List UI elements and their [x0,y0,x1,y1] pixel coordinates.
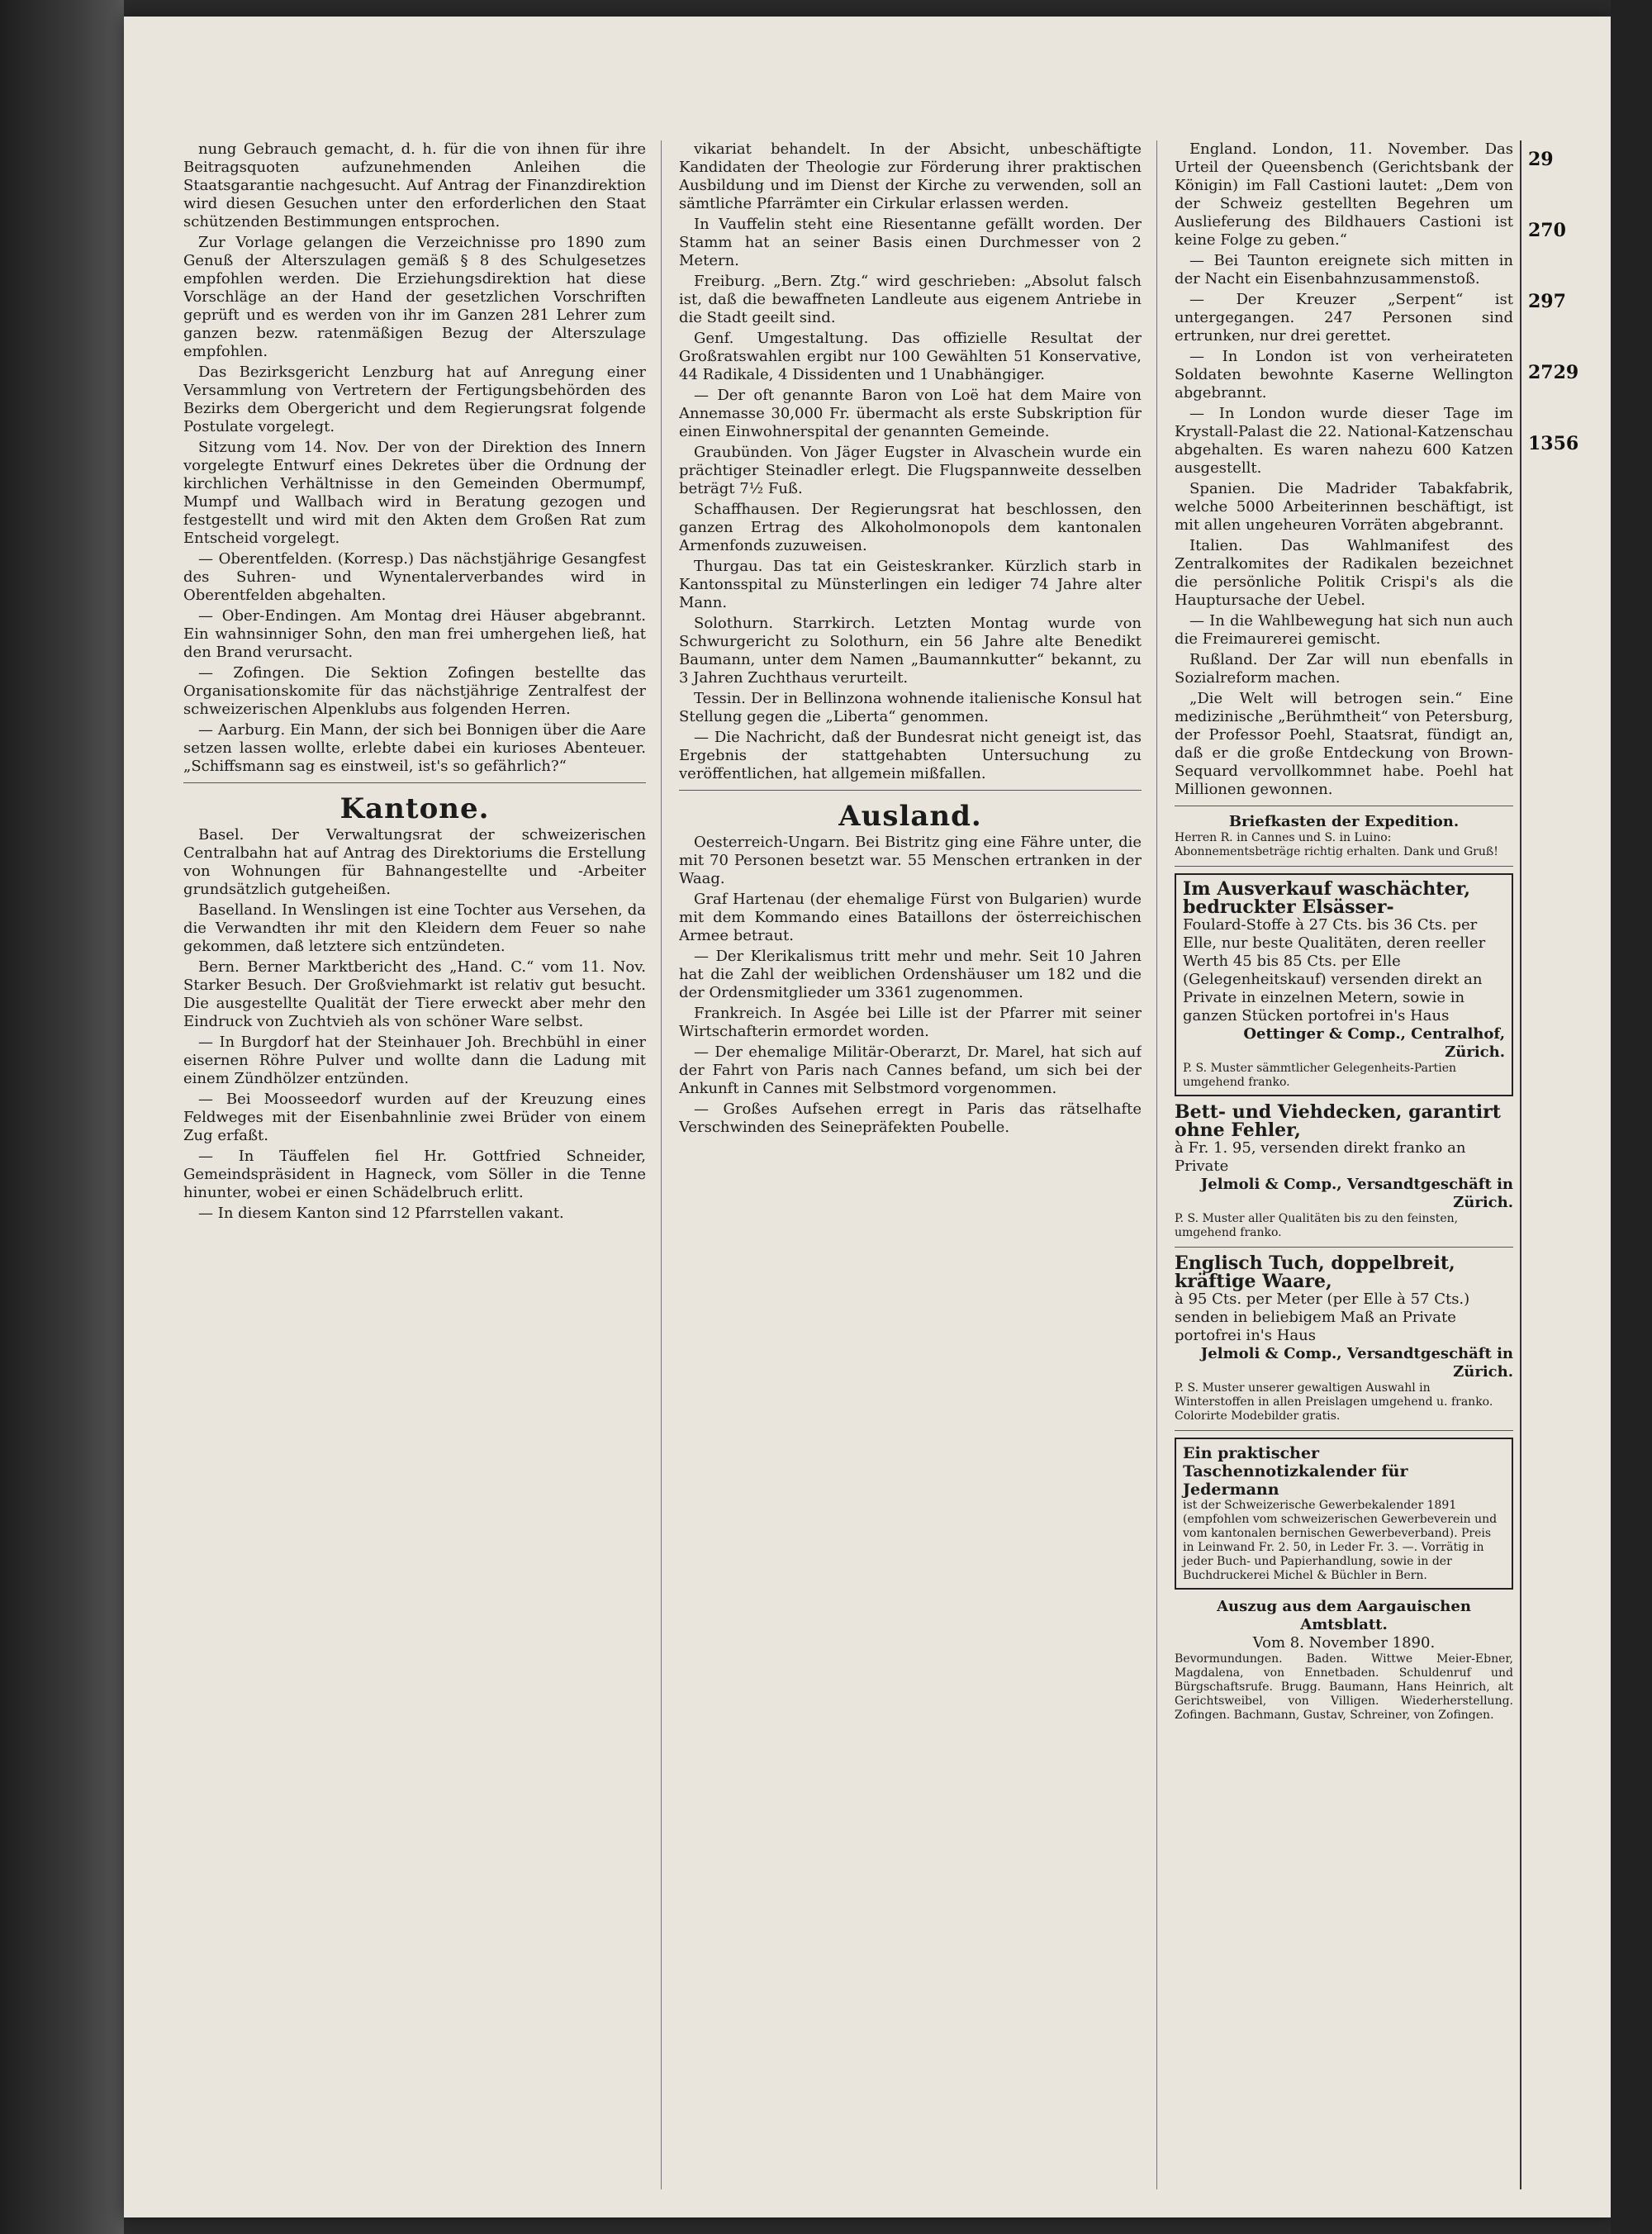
paragraph: vikariat behandelt. In der Absicht, unbeschäftigte Kandidaten der Theologie zur Förderung ihrer praktischen Ausbildung und im Dienst der Kirche zu verwenden, soll an sämtliche Pfarrämter ein Cirkular erlassen werden. [679,140,1142,212]
ad-ps: P. S. Muster aller Qualitäten bis zu den feinsten, umgehend franko. [1175,1212,1459,1239]
column-2 [679,140,1142,2206]
divider [1175,1247,1513,1248]
paragraph: Freiburg. „Bern. Ztg.“ wird geschrieben: „Absolut falsch ist, daß die bewaffneten Landleute aus eigenem Antriebe in die Stadt geeilt sind. [679,273,1142,326]
advertisement [1175,1438,1513,1590]
paragraph: Schaffhausen. Der Regierungsrat hat beschlossen, den ganzen Ertrag des Alkoholmonopols dem kantonalen Armenfonds zuzuweisen. [679,501,1142,554]
ad-title: Bett- und Viehdecken, garantirt ohne Fehler, [1175,1101,1501,1141]
amtsblatt-text: Bevormundungen. Baden. Wittwe Meier-Ebner, Magdalena, von Ennetbaden. Schuldenruf und Bürgschaftsrufe. Brugg. Baumann, Hans Heinrich, alt Gerichtsweibel, von Villigen. Wiederherstellung. Zofingen. Bachmann, Gustav, Schreiner, von Zofingen. [1175,1652,1513,1722]
paragraph: — Ober-Endingen. Am Montag drei Häuser abgebrannt. Ein wahnsinniger Sohn, den man frei umhergehen ließ, hat den Brand verursacht. [183,607,646,661]
paragraph: Das Bezirksgericht Lenzburg hat auf Anregung einer Versammlung von Vertretern der Fertigungsbehörden des Bezirks dem Obergericht und dem Regierungsrat folgende Postulate vorgelegt. [183,364,646,435]
edge-number: 1356 [1528,433,1579,454]
paragraph: Baselland. In Wenslingen ist eine Tochter aus Versehen, da die Verwandten ihr mit den Kleidern dem Feuer so nahe gekommen, daß letztere sich entzündeten. [183,901,646,955]
briefkasten-title: Briefkasten der Expedition. [1228,813,1460,830]
ad-title: Im Ausverkauf waschächter, bedruckter Elsässer- [1183,878,1471,918]
ad-body: ist der Schweizerische Gewerbekalender 1891 (empfohlen vom schweizerischen Gewerbeverein und vom kantonalen bernischen Gewerbeverband). Preis in Leinwand Fr. 2. 50, in Leder Fr. 3. —. Vorrätig in jeder Buch- und Papierhandlung, sowie in der Buchdruckerei Michel & Büchler in Bern. [1183,1499,1498,1582]
paragraph: — Aarburg. Ein Mann, der sich bei Bonnigen über die Aare setzen lassen wollte, erlebte dabei ein kurioses Abenteuer. „Schiffsmann sag es einstweil, ist's so gefährlich?“ [183,721,646,775]
paragraph: Frankreich. In Asgée bei Lille ist der Pfarrer mit seiner Wirtschafterin ermordet worden. [679,1005,1142,1040]
paragraph: Genf. Umgestaltung. Das offizielle Resultat der Großratswahlen ergibt nur 100 Gewählten 51 Konservative, 44 Radikale, 4 Dissidenten und 1 Unabhängiger. [679,330,1142,383]
edge-number: 297 [1528,291,1566,312]
column-3 [1175,140,1513,2206]
paragraph: Bern. Berner Marktbericht des „Hand. C.“ vom 11. Nov. Starker Besuch. Der Großviehmarkt ist relativ gut besucht. Die ausgestellte Qualität der Tiere erweckt aber mehr den Eindruck von Zuchtvieh als von schöner Ware selbst. [183,958,646,1030]
paragraph: Oesterreich-Ungarn. Bei Bistritz ging eine Fähre unter, die mit 70 Personen besetzt war. 55 Menschen ertranken in der Waag. [679,834,1142,887]
paragraph: — Bei Moosseedorf wurden auf der Kreuzung eines Feldweges mit der Eisenbahnlinie zwei Brüder von einem Zug erfaßt. [183,1091,646,1144]
paragraph: — Bei Taunton ereignete sich mitten in der Nacht ein Eisenbahnzusammenstoß. [1175,252,1513,288]
ad-firm: Oettinger & Comp., Centralhof, Zürich. [1243,1025,1505,1061]
paragraph: — In Burgdorf hat der Steinhauer Joh. Brechbühl in einer eisernen Röhre Pulver und wollte dann die Ladung mit einem Zündhölzer entzünden. [183,1034,646,1087]
paragraph: — In Täuffelen fiel Hr. Gottfried Schneider, Gemeindspräsident in Hagneck, vom Söller in die Tenne hinunter, wobei er einen Schädelbruch erlitt. [183,1148,646,1201]
facing-page-fragment [1528,149,1609,2156]
ad-ps: P. S. Muster unserer gewaltigen Auswahl in Winterstoffen in allen Preislagen umgehend u. franko. Colorirte Modebilder gratis. [1175,1381,1493,1423]
paragraph: Sitzung vom 14. Nov. Der von der Direktion des Innern vorgelegte Entwurf eines Dekretes über die Ordnung der kirchlichen Verhältnisse in den Gemeinden Obermumpf, Mumpf und Wallbach wird in Beratung gezogen und festgestellt und wird mit den Akten dem Großen Rat zum Entscheid vorgelegt. [183,439,646,547]
paragraph: Tessin. Der in Bellinzona wohnende italienische Konsul hat Stellung gegen die „Liberta“ genommen. [679,690,1142,725]
paragraph: Italien. Das Wahlmanifest des Zentralkomites der Radikalen bezeichnet die persönliche Politik Crispi's als die Hauptursache der Uebel. [1175,537,1513,609]
advertisement [1175,1103,1513,1240]
paragraph: Spanien. Die Madrider Tabakfabrik, welche 5000 Arbeiterinnen beschäftigt, ist mit allen ungeheuren Vorräten abgebrannt. [1175,480,1513,534]
paragraph: „Die Welt will betrogen sein.“ Eine medizinische „Berühmtheit“ von Petersburg, der Professor Poehl, Staatsrat, fündigt an, daß er die große Entdeckung von Brown-Sequard vervollkommnet habe. Poehl hat Millionen gewonnen. [1175,690,1513,798]
facing-page-gutter [1520,140,1521,2189]
paragraph: — Die Nachricht, daß der Bundesrat nicht geneigt ist, das Ergebnis der stattgehabten Untersuchung zu veröffentlichen, hat allgemein mißfallen. [679,729,1142,782]
amtsblatt-date: Vom 8. November 1890. [1252,1634,1436,1652]
paragraph: — Zofingen. Die Sektion Zofingen bestellte das Organisationskomite für das nächstjährige Zentralfest der schweizerischen Alpenklubs aus folgenden Herren. [183,664,646,718]
advertisement [1175,873,1513,1096]
edge-number: 29 [1528,149,1554,170]
divider [1175,866,1513,867]
paragraph: England. London, 11. November. Das Urteil der Queensbench (Gerichtsbank der Königin) im Fall Castioni lautet: „Dem von der Schweiz gestellten Begehren um Auslieferung des Bildhauers Castioni ist keine Folge zu geben.“ [1175,140,1513,249]
divider [183,782,646,783]
scan-binding-edge [0,0,124,2234]
newspaper-page [124,17,1611,2217]
paragraph: — Oberentfelden. (Korresp.) Das nächstjährige Gesangfest des Suhren- und Wynentalerverbandes wird in Oberentfelden abgehalten. [183,550,646,604]
paragraph: Solothurn. Starrkirch. Letzten Montag wurde von Schwurgericht zu Solothurn, ein 56 Jahre alte Benedikt Baumann, unter dem Namen „Baumannkutter“ bekannt, zu 3 Jahren Zuchthaus verurteilt. [679,615,1142,687]
ad-body: à Fr. 1. 95, versenden direkt franko an Private [1175,1139,1466,1175]
briefkasten-text: Herren R. in Cannes und S. in Luino: Abonnementsbeträge richtig erhalten. Dank und Gruß! [1175,831,1498,858]
ad-title: Ein praktischer Taschennotizkalender für Jedermann [1183,1444,1408,1499]
paragraph: Graf Hartenau (der ehemalige Fürst von Bulgarien) wurde mit dem Kommando eines Bataillons der österreichischen Armee betraut. [679,891,1142,944]
paragraph: Graubünden. Von Jäger Eugster in Alvaschein wurde ein prächtiger Steinadler erlegt. Die Flugspannweite desselben beträgt 7½ Fuß. [679,444,1142,497]
paragraph: — Der oft genannte Baron von Loë hat dem Maire von Annemasse 30,000 Fr. übermacht als erste Subskription für einen Einwohnerspital der genannten Gemeinde. [679,387,1142,440]
paragraph: — In die Wahlbewegung hat sich nun auch die Freimaurerei gemischt. [1175,612,1513,648]
ad-title: Englisch Tuch, doppelbreit, kräftige Waare, [1175,1252,1455,1292]
column-rule [661,140,662,2189]
paragraph: In Vauffelin steht eine Riesentanne gefällt worden. Der Stamm hat an seiner Basis einen Durchmesser von 2 Metern. [679,216,1142,269]
paragraph: Rußland. Der Zar will nun ebenfalls in Sozialreform machen. [1175,651,1513,687]
ad-firm: Jelmoli & Comp., Versandtgeschäft in Zürich. [1200,1345,1513,1381]
edge-number: 2729 [1528,362,1579,383]
paragraph: — In diesem Kanton sind 12 Pfarrstellen vakant. [198,1205,564,1222]
paragraph: Thurgau. Das tat ein Geisteskranker. Kürzlich starb in Kantonsspital zu Münsterlingen ein lediger 74 Jahre alter Mann. [679,558,1142,611]
paragraph: Basel. Der Verwaltungsrat der schweizerischen Centralbahn hat auf Antrag des Direktoriums die Erstellung von Wohnungen für Bahnangestellte und -Arbeiter grundsätzlich gutgeheißen. [183,826,646,898]
paragraph: — Der Kreuzer „Serpent“ ist untergegangen. 247 Personen sind ertrunken, nur drei gerettet. [1175,291,1513,345]
divider [679,790,1142,791]
paragraph: — Der Klerikalismus tritt mehr und mehr. Seit 10 Jahren hat die Zahl der weiblichen Ordenshäuser um 182 und die der Ordensmitglieder um 3361 zugenommen. [679,948,1142,1001]
amtsblatt-title: Auszug aus dem Aargauischen Amtsblatt. [1217,1598,1471,1633]
paragraph: — In London wurde dieser Tage im Krystall-Palast die 22. National-Katzenschau abgehalten. Es waren nahezu 600 Katzen ausgestellt. [1175,405,1513,477]
ad-body: Foulard-Stoffe à 27 Cts. bis 36 Cts. per Elle, nur beste Qualitäten, deren reeller Werth 45 bis 85 Cts. per Elle (Gelegenheitskauf) versenden direkt an Private in einzelnen Metern, sowie in ganzen Stücken portofrei in's Haus [1183,916,1486,1024]
paragraph: — Großes Aufsehen erregt in Paris das rätselhafte Verschwinden des Seinepräfekten Poubelle. [679,1100,1142,1136]
column-1 [183,140,646,2206]
paragraph: — Der ehemalige Militär-Oberarzt, Dr. Marel, hat sich auf der Fahrt von Paris nach Cannes befand, um sich bei der Ankunft in Cannes mit Selbstmord vorgenommen. [679,1043,1142,1097]
section-heading-ausland: Ausland. [838,800,982,833]
ad-ps: P. S. Muster sämmtlicher Gelegenheits-Partien umgehend franko. [1183,1062,1457,1089]
paragraph: — In London ist von verheirateten Soldaten bewohnte Kaserne Wellington abgebrannt. [1175,348,1513,402]
paragraph: Zur Vorlage gelangen die Verzeichnisse pro 1890 zum Genuß der Alterszulagen gemäß § 8 des Schulgesetzes empfohlen werden. Die Erziehungsdirektion hat diese Vorschläge an der Hand der gesetzlichen Vorschriften geprüft und es werden von ihr im Ganzen 281 Lehrer zum ganzen bezw. ratenmäßigen Bezug der Alterszulage empfohlen. [183,234,646,360]
ad-body: à 95 Cts. per Meter (per Elle à 57 Cts.) senden in beliebigem Maß an Private portofrei in's Haus [1175,1290,1470,1344]
paragraph: nung Gebrauch gemacht, d. h. für die von ihnen für ihre Beitragsquoten aufzunehmenden Anleihen die Staatsgarantie nachgesucht. Auf Antrag der Finanzdirektion wird diesen Gesuchen unter den erforderlichen den Staat schützenden Bestimmungen entsprochen. [183,140,646,231]
edge-number: 270 [1528,220,1566,241]
scan-dark-edge [1611,0,1652,2234]
ad-firm: Jelmoli & Comp., Versandtgeschäft in Zürich. [1200,1176,1513,1211]
advertisement [1175,1254,1513,1424]
section-heading-kantone: Kantone. [339,792,490,825]
column-rule [1156,140,1157,2189]
divider [1175,1430,1513,1431]
